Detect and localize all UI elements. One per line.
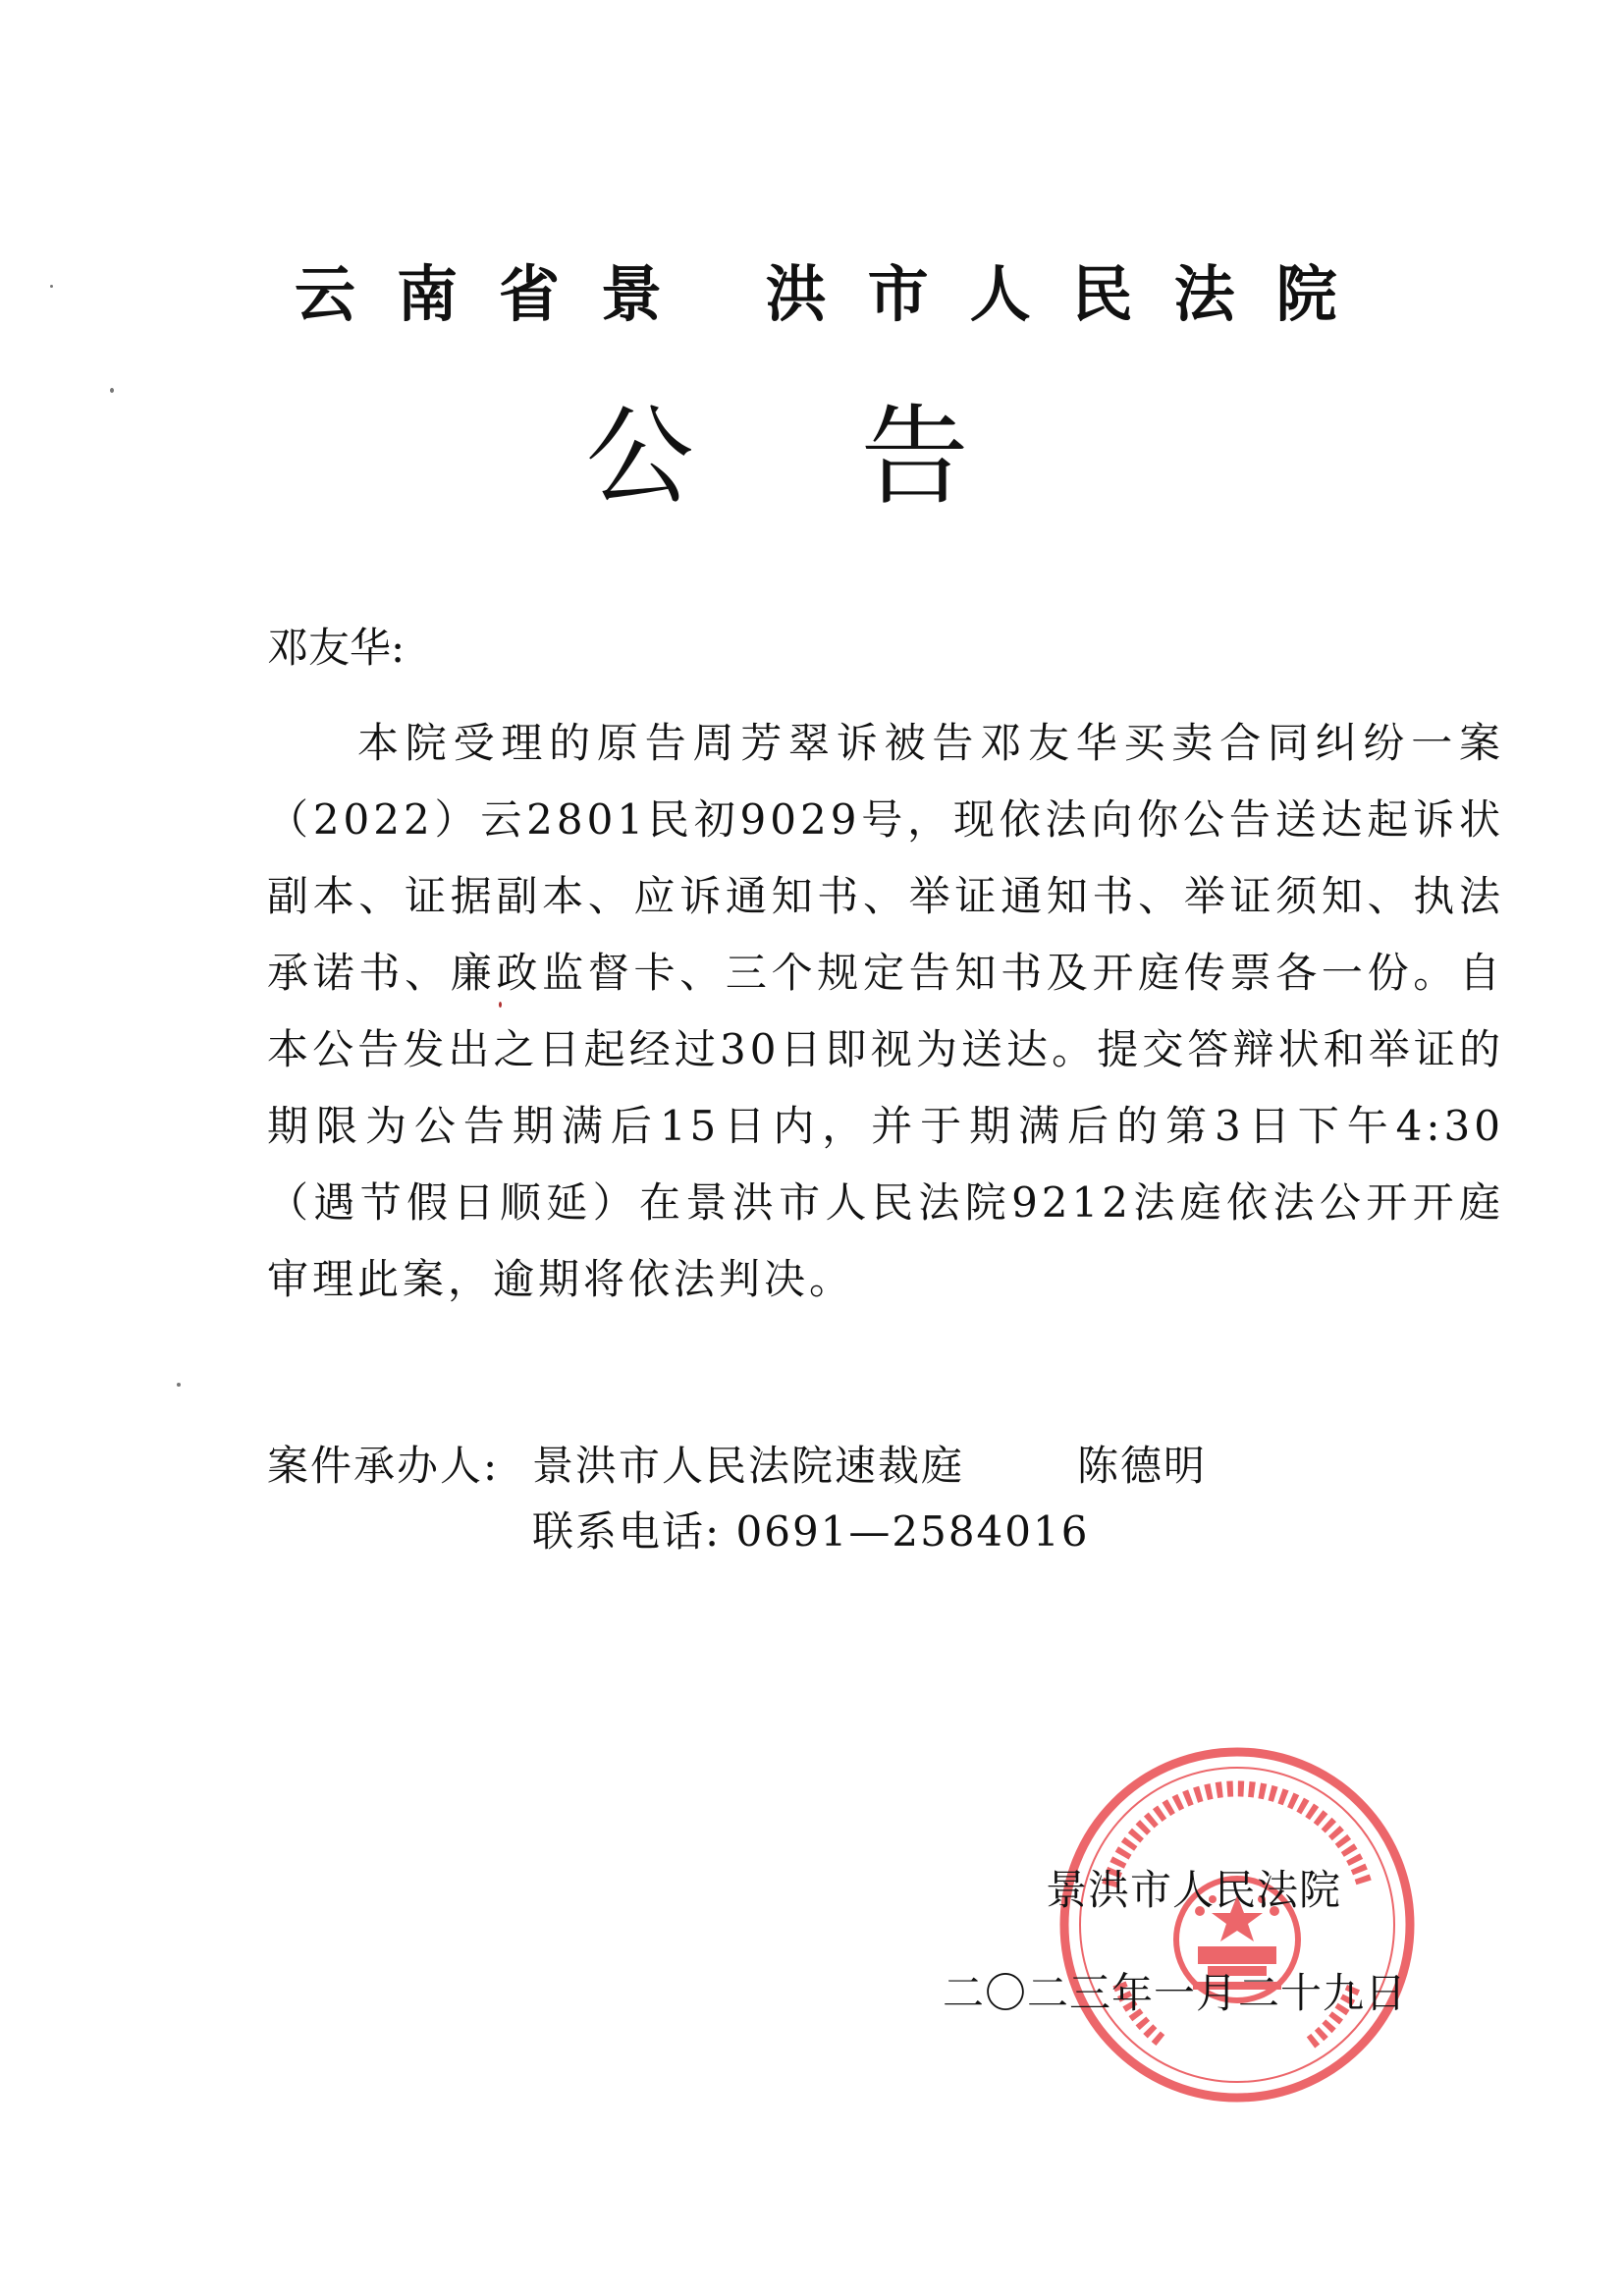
addressee: 邓友华: bbox=[267, 624, 406, 672]
contact-phone: 联系电话: 0691—2584016 bbox=[532, 1507, 1090, 1556]
case-handler-name: 陈德明 bbox=[1077, 1442, 1208, 1490]
scan-speck bbox=[50, 285, 53, 288]
case-handler-row bbox=[267, 1437, 1207, 1496]
notice-title: 公告 bbox=[585, 394, 1136, 519]
scan-speck bbox=[110, 388, 114, 393]
signature-date: 二〇二三年一月二十九日 bbox=[943, 1969, 1408, 2017]
case-handler-department: 景洪市人民法院速裁庭 bbox=[532, 1442, 965, 1490]
scan-speck bbox=[177, 1383, 181, 1387]
court-name-heading: 云南省景 洪市人民法院 bbox=[295, 258, 1379, 330]
scan-speck bbox=[499, 1002, 502, 1008]
court-seal-stamp bbox=[1051, 1738, 1424, 2111]
notice-body: 本院受理的原告周芳翠诉被告邓友华买卖合同纠纷一案（2022）云2801民初9029号，现依法向你公告送达起诉状副本、证据副本、应诉通知书、举证通知书、举证须知、执法承诺书、廉政监督卡、三个规定告知书及开庭传票各一份。自本公告发出之日起经过30日即视为送达。提交答辩状和举证的期限为公告期满后15日内，并于期满后的第3日下午4:30（遇节假日顺延）在景洪市人民法院9212法庭依法公开开庭审理此案，逾期将依法判决。 bbox=[267, 719, 1504, 1303]
case-handler-label: 案件承办人: bbox=[267, 1442, 500, 1490]
signature-court-name: 景洪市人民法院 bbox=[1046, 1866, 1342, 1914]
